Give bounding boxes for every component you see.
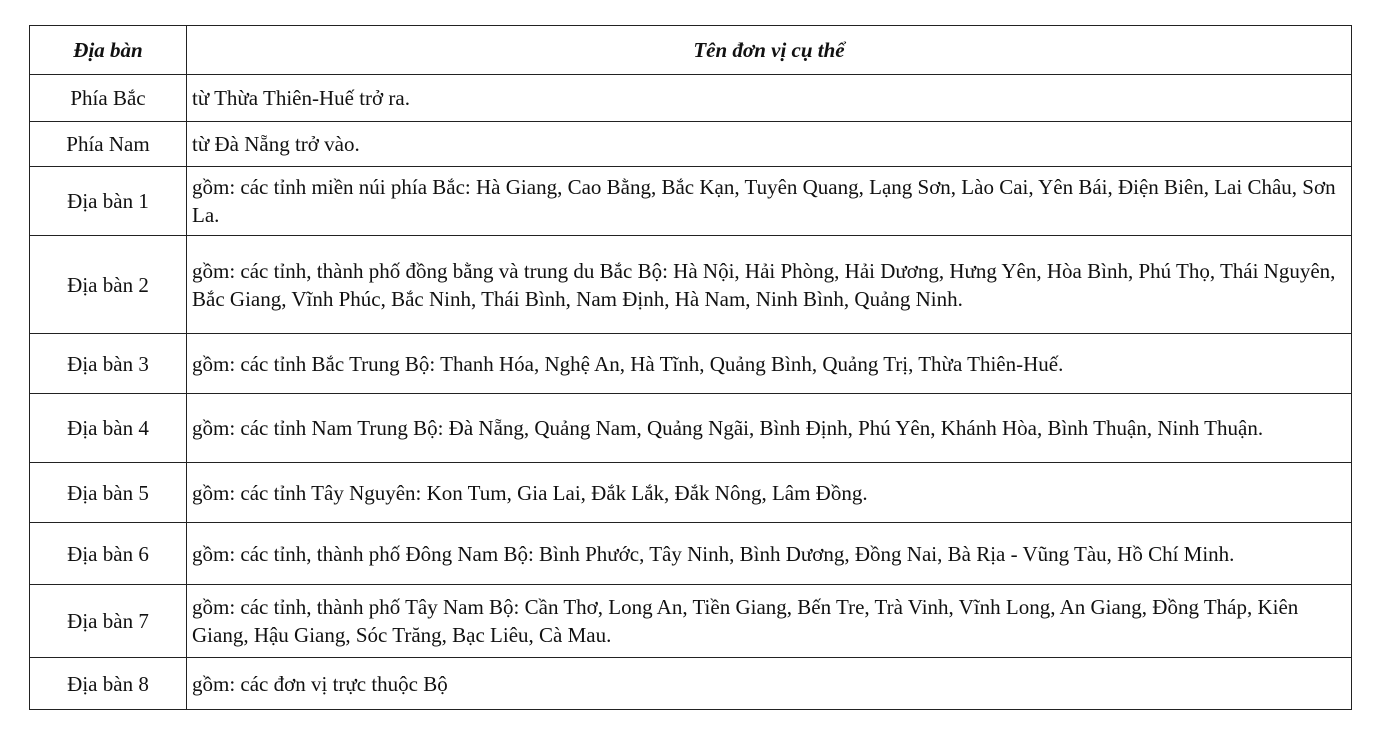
units-cell: từ Thừa Thiên-Huế trở ra. bbox=[187, 75, 1352, 122]
units-cell: gồm: các tỉnh miền núi phía Bắc: Hà Giang, Cao Bằng, Bắc Kạn, Tuyên Quang, Lạng Sơn, Lào Cai, Yên Bái, Điện Biên, Lai Châu, Sơn La. bbox=[187, 167, 1352, 236]
header-units: Tên đơn vị cụ thể bbox=[187, 26, 1352, 75]
area-cell: Địa bàn 8 bbox=[30, 658, 187, 710]
area-cell: Địa bàn 1 bbox=[30, 167, 187, 236]
units-cell: từ Đà Nẵng trở vào. bbox=[187, 122, 1352, 167]
units-cell: gồm: các tỉnh Nam Trung Bộ: Đà Nẵng, Quảng Nam, Quảng Ngãi, Bình Định, Phú Yên, Khánh Hòa, Bình Thuận, Ninh Thuận. bbox=[187, 394, 1352, 463]
table-row bbox=[30, 394, 1352, 463]
area-cell: Địa bàn 4 bbox=[30, 394, 187, 463]
table-row bbox=[30, 167, 1352, 236]
table-row bbox=[30, 585, 1352, 658]
region-table bbox=[29, 25, 1352, 710]
units-cell: gồm: các tỉnh, thành phố đồng bằng và trung du Bắc Bộ: Hà Nội, Hải Phòng, Hải Dương, Hưng Yên, Hòa Bình, Phú Thọ, Thái Nguyên, Bắc Giang, Vĩnh Phúc, Bắc Ninh, Thái Bình, Nam Định, Hà Nam, Ninh Bình, Quảng Ninh. bbox=[187, 236, 1352, 334]
table-row bbox=[30, 236, 1352, 334]
units-cell: gồm: các tỉnh, thành phố Tây Nam Bộ: Cần Thơ, Long An, Tiền Giang, Bến Tre, Trà Vinh, Vĩnh Long, An Giang, Đồng Tháp, Kiên Giang, Hậu Giang, Sóc Trăng, Bạc Liêu, Cà Mau. bbox=[187, 585, 1352, 658]
table-row bbox=[30, 334, 1352, 394]
area-cell: Phía Nam bbox=[30, 122, 187, 167]
table-row bbox=[30, 122, 1352, 167]
units-cell: gồm: các đơn vị trực thuộc Bộ bbox=[187, 658, 1352, 710]
header-area: Địa bàn bbox=[30, 26, 187, 75]
area-cell: Phía Bắc bbox=[30, 75, 187, 122]
area-cell: Địa bàn 5 bbox=[30, 463, 187, 523]
table-row bbox=[30, 523, 1352, 585]
table-row bbox=[30, 658, 1352, 710]
units-cell: gồm: các tỉnh Bắc Trung Bộ: Thanh Hóa, Nghệ An, Hà Tĩnh, Quảng Bình, Quảng Trị, Thừa Thiên-Huế. bbox=[187, 334, 1352, 394]
area-cell: Địa bàn 7 bbox=[30, 585, 187, 658]
area-cell: Địa bàn 2 bbox=[30, 236, 187, 334]
area-cell: Địa bàn 6 bbox=[30, 523, 187, 585]
table-header-row bbox=[30, 26, 1352, 75]
units-cell: gồm: các tỉnh, thành phố Đông Nam Bộ: Bình Phước, Tây Ninh, Bình Dương, Đồng Nai, Bà Rịa - Vũng Tàu, Hồ Chí Minh. bbox=[187, 523, 1352, 585]
units-cell: gồm: các tỉnh Tây Nguyên: Kon Tum, Gia Lai, Đắk Lắk, Đắk Nông, Lâm Đồng. bbox=[187, 463, 1352, 523]
table-row bbox=[30, 75, 1352, 122]
area-cell: Địa bàn 3 bbox=[30, 334, 187, 394]
table-row bbox=[30, 463, 1352, 523]
